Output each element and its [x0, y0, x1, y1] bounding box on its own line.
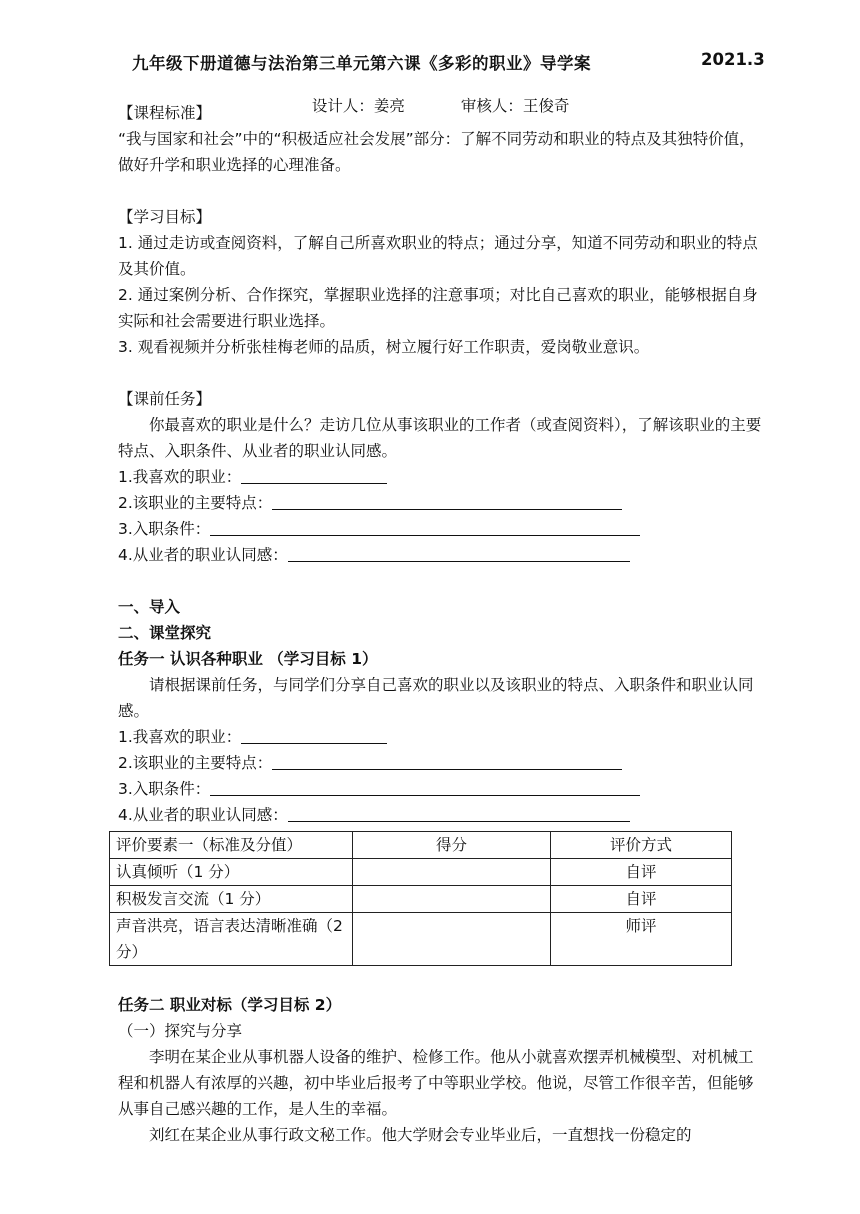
- curriculum-heading: 【课程标准】: [118, 104, 212, 122]
- table-row: [110, 886, 732, 913]
- answer-blank[interactable]: [272, 752, 622, 770]
- document-body: [118, 100, 768, 1148]
- objectives-heading: 【学习目标】: [118, 208, 212, 226]
- answer-blank[interactable]: [272, 492, 622, 510]
- curriculum-text: “我与国家和社会”中的“积极适应社会发展”部分：了解不同劳动和职业的特点及其独特价值，做好升学和职业选择的心理准备。: [118, 130, 755, 174]
- table-cell: 自评: [551, 886, 732, 913]
- score-cell[interactable]: [353, 859, 551, 886]
- table-header-row: [110, 832, 732, 859]
- evaluation-table: [109, 831, 732, 966]
- task1-field-label: 2.该职业的主要特点：: [118, 754, 273, 772]
- pretask-field-label: 1.我喜欢的职业：: [118, 468, 242, 486]
- answer-blank[interactable]: [210, 518, 640, 536]
- pretask-heading: 【课前任务】: [118, 390, 212, 408]
- section-explore: 二、课堂探究: [118, 624, 212, 642]
- answer-blank[interactable]: [288, 544, 630, 562]
- document-title: 九年级下册道德与法治第三单元第六课《多彩的职业》导学案: [132, 54, 591, 73]
- task1-field-label: 3.入职条件：: [118, 780, 211, 798]
- table-cell: 声音洪亮，语言表达清晰准确（2 分）: [110, 913, 353, 966]
- task1-heading: 任务一 认识各种职业 （学习目标 1）: [118, 650, 378, 668]
- task2-heading: 任务二 职业对标（学习目标 2）: [118, 996, 342, 1014]
- score-cell[interactable]: [353, 886, 551, 913]
- answer-blank[interactable]: [288, 804, 630, 822]
- section-intro: 一、导入: [118, 598, 181, 616]
- table-header-cell: 评价方式: [551, 832, 732, 859]
- task2-case-2: 刘红在某企业从事行政文秘工作。他大学财会专业毕业后，一直想找一份稳定的: [149, 1126, 692, 1144]
- pretask-intro: 你最喜欢的职业是什么？走访几位从事该职业的工作者（或查阅资料），了解该职业的主要特点、入职条件、从业者的职业认同感。: [118, 416, 762, 460]
- answer-blank[interactable]: [241, 726, 387, 744]
- task2-subheading: （一）探究与分享: [118, 1022, 243, 1040]
- header: [118, 46, 778, 74]
- table-row: [110, 859, 732, 886]
- task1-intro: 请根据课前任务，与同学们分享自己喜欢的职业以及该职业的特点、入职条件和职业认同感。: [118, 676, 754, 720]
- objective-item: 2. 通过案例分析、合作探究，掌握职业选择的注意事项；对比自己喜欢的职业，能够根据自身实际和社会需要进行职业选择。: [118, 286, 758, 330]
- table-cell: 认真倾听（1 分）: [110, 859, 353, 886]
- table-header-cell: 得分: [353, 832, 551, 859]
- pretask-field-label: 3.入职条件：: [118, 520, 211, 538]
- document-date: 2021.3: [701, 50, 765, 69]
- designer: 设计人：姜亮: [311, 97, 405, 115]
- pretask-field-label: 4.从业者的职业认同感：: [118, 546, 288, 564]
- table-header-cell: 评价要素一（标准及分值）: [110, 832, 353, 859]
- table-row: [110, 913, 732, 966]
- score-cell[interactable]: [353, 913, 551, 966]
- table-cell: 师评: [551, 913, 732, 966]
- objective-item: 1. 通过走访或查阅资料，了解自己所喜欢职业的特点；通过分享，知道不同劳动和职业的特点及其价值。: [118, 234, 758, 278]
- task2-case-1: 李明在某企业从事机器人设备的维护、检修工作。他从小就喜欢摆弄机械模型、对机械工程和机器人有浓厚的兴趣，初中毕业后报考了中等职业学校。他说，尽管工作很辛苦，但能够从事自己感兴趣的工作，是人生的幸福。: [118, 1048, 754, 1118]
- table-cell: 自评: [551, 859, 732, 886]
- answer-blank[interactable]: [210, 778, 640, 796]
- task1-field-label: 4.从业者的职业认同感：: [118, 806, 288, 824]
- task1-field-label: 1.我喜欢的职业：: [118, 728, 242, 746]
- table-cell: 积极发言交流（1 分）: [110, 886, 353, 913]
- pretask-field-label: 2.该职业的主要特点：: [118, 494, 273, 512]
- reviewer: 审核人：王俊奇: [460, 97, 570, 115]
- objective-item: 3. 观看视频并分析张桂梅老师的品质，树立履行好工作职责，爱岗敬业意识。: [118, 338, 650, 356]
- answer-blank[interactable]: [241, 466, 387, 484]
